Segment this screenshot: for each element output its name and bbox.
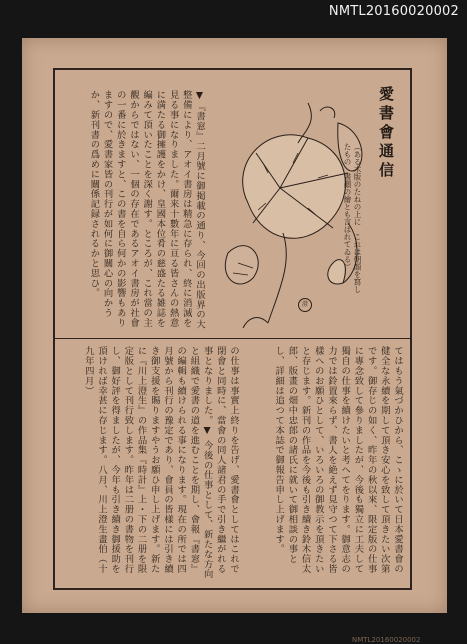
article-column-lower-left: の仕事は事實上終りを告げ、愛書會としてはこれで閉會と同時に、當會の同人諸君の手で引き繼がれる事となりました。▼ 今後の仕事として、新たな方向と組織で愛書の道を進むことを期し、會報『書窓』の編輯も續けられる事になります。現在の所では四月號から刊行の豫定であり、會員の皆樣には引き續き御支援を賜りますやうお願ひ申し上げます。新たに『川上澄生』の作品集『時計』上・下の二册を限定版として刊行致します。昨年は二册の書物を刊行し、御好評を得ましたが、今年も引き續き御援助を頂ければ幸甚に存じます。八月、川上澄生畫伯（十九年四月） — [82, 346, 239, 579]
section-divider — [53, 338, 412, 339]
newsletter-sheet — [22, 38, 447, 644]
archive-id-label: NMTL20160020002 — [328, 4, 459, 19]
illustration-caption: （ある木版のたねの上に これは朝顏を寫したもの 晝顏の繪とも言はれてゐる） — [343, 143, 362, 293]
article-column-lower-right: てはもう氣づかひから、こゝに於いて日本愛書會の健全な永續を期して頂き安心を致して頂きたい次第です。御存じの如く、昨年の秋以來、限定版の仕事に專念致して參りましたが、今後も獨立に工夫して獨自の仕事を續けたいと考へてをります。御意志の力では鈴置來らず、書人を絶えず見守つて下さる皆樣へのお願ひとして、いろいろの御教示を頂きたいと存じます。新刊の作品を今後も引き續き鈴木信太郎、版畫の畑中忠郎の諸氏に就いて御相談の事とし、詳細は追つて本誌で御報告申し上げます。 — [273, 346, 403, 574]
footer-code-label: NMTL20160020002 — [352, 636, 421, 644]
article-column-upper-left: ▼『書窓』二月號に御掲載の通り、今回の出版界の大整備により、アオイ書房は精急に存られ、終に消滅を見る事になりました。爾来十數年に亘る皆さんの熱意に満たる御擁護をかけ、皇國本位肴の慈盛たる雑誌を編みて頂いたことを深く謝す。ところが、これ當の主觀からではない、一個の存在であるアオイ書房が社會の一番に於きますと、この書を自ら何かの影響もありますので、愛書家皆の刊行が如何に御關心の向かうか、新刊書の爲めに關係記録されるかと思ひ。 — [88, 90, 205, 330]
artist-seal: 澄 — [298, 298, 312, 312]
newsletter-title: 愛書會通信 — [377, 86, 395, 181]
